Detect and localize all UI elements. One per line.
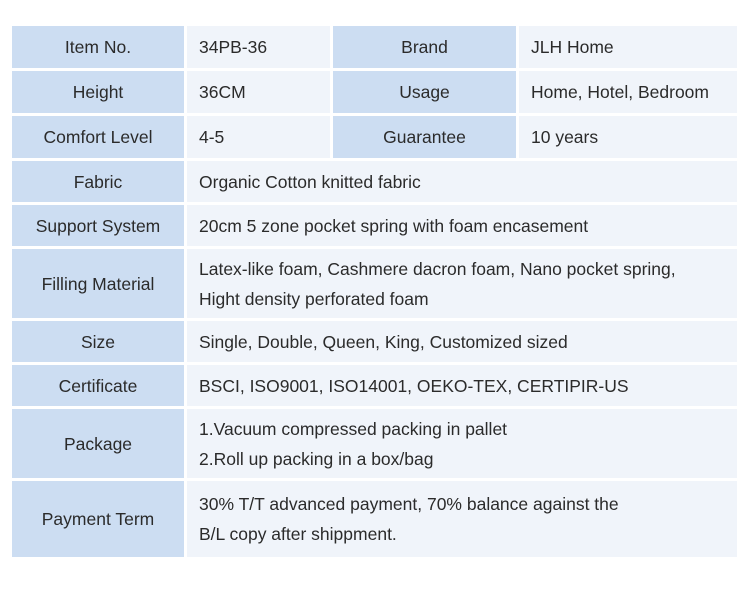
- filling-material-label: Filling Material: [12, 249, 184, 318]
- package-label: Package: [12, 409, 184, 478]
- table-row: [12, 71, 737, 113]
- height-value: 36CM: [187, 71, 330, 113]
- table-row: [12, 321, 737, 362]
- comfort-level-value: 4-5: [187, 116, 330, 158]
- item-no-label: Item No.: [12, 26, 184, 68]
- fabric-label: Fabric: [12, 161, 184, 202]
- payment-term-line-1: 30% T/T advanced payment, 70% balance against the: [199, 494, 619, 514]
- table-row: [12, 116, 737, 158]
- fabric-value: Organic Cotton knitted fabric: [187, 161, 737, 202]
- table-row: [12, 365, 737, 406]
- comfort-level-label: Comfort Level: [12, 116, 184, 158]
- guarantee-label: Guarantee: [333, 116, 516, 158]
- table-row: [12, 481, 737, 557]
- guarantee-value: 10 years: [519, 116, 737, 158]
- filling-material-value: [187, 249, 737, 318]
- table-row: [12, 26, 737, 68]
- table-row: [12, 249, 737, 318]
- support-system-label: Support System: [12, 205, 184, 246]
- height-label: Height: [12, 71, 184, 113]
- package-line-1: 1.Vacuum compressed packing in pallet: [199, 418, 508, 439]
- package-value: [187, 409, 737, 478]
- certificate-label: Certificate: [12, 365, 184, 406]
- filling-material-line-1: Latex-like foam, Cashmere dacron foam, Nano pocket spring,: [199, 258, 676, 279]
- table-row: [12, 161, 737, 202]
- table-row: [12, 409, 737, 478]
- item-no-value: 34PB-36: [187, 26, 330, 68]
- brand-label: Brand: [333, 26, 516, 68]
- support-system-value: 20cm 5 zone pocket spring with foam encasement: [187, 205, 737, 246]
- payment-term-label: Payment Term: [12, 481, 184, 557]
- payment-term-line-2: B/L copy after shippment.: [199, 524, 397, 544]
- size-label: Size: [12, 321, 184, 362]
- size-value: Single, Double, Queen, King, Customized sized: [187, 321, 737, 362]
- usage-value: Home, Hotel, Bedroom: [519, 71, 737, 113]
- brand-value: JLH Home: [519, 26, 737, 68]
- table-row: [12, 205, 737, 246]
- product-spec-table: [9, 23, 740, 560]
- payment-term-value: [187, 481, 737, 557]
- package-line-2: 2.Roll up packing in a box/bag: [199, 448, 434, 469]
- certificate-value: BSCI, ISO9001, ISO14001, OEKO-TEX, CERTIPIR-US: [187, 365, 737, 406]
- usage-label: Usage: [333, 71, 516, 113]
- filling-material-line-2: Hight density perforated foam: [199, 288, 429, 309]
